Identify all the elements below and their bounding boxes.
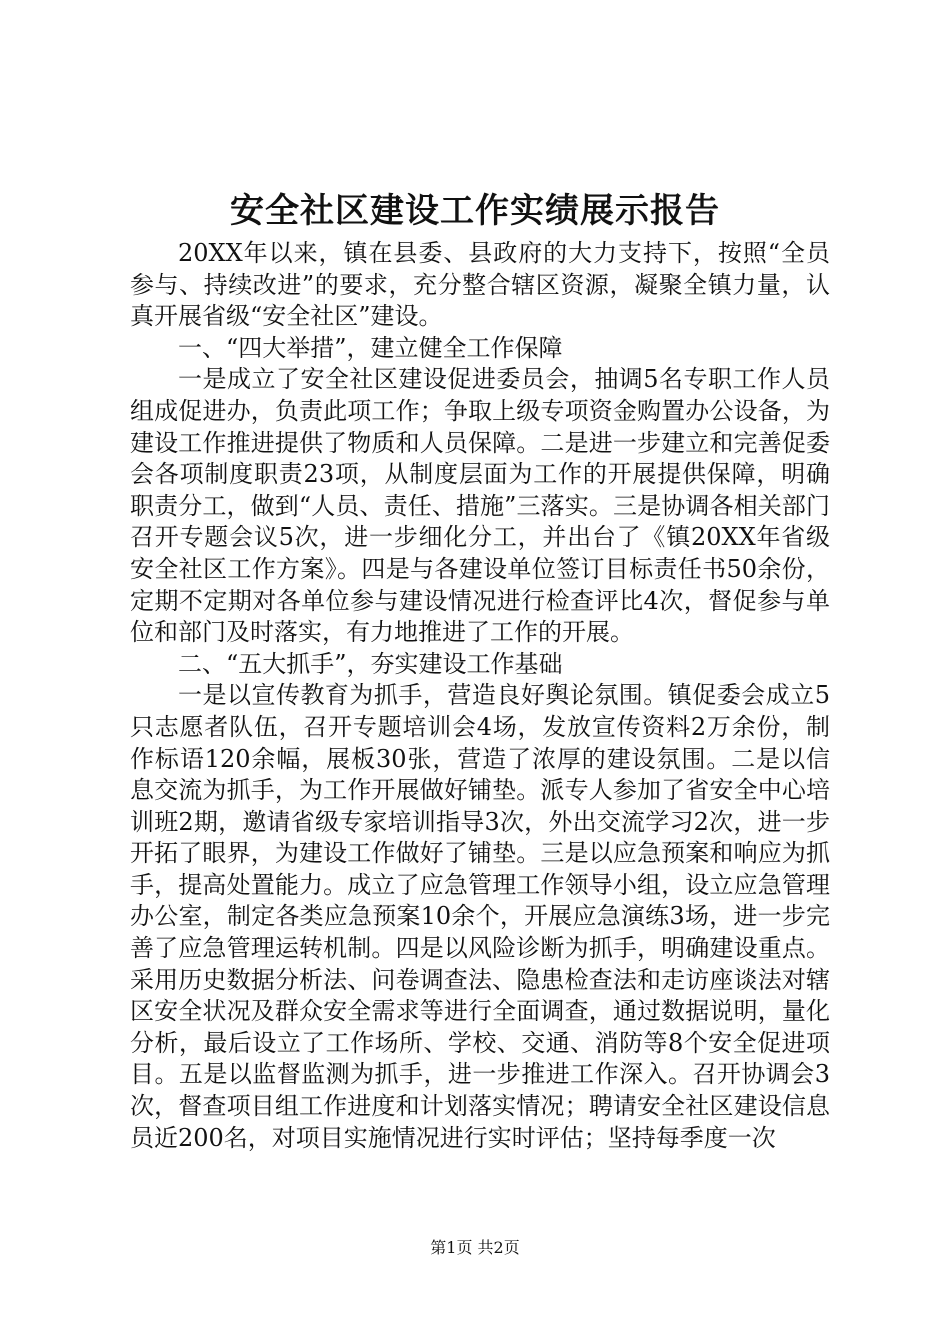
section-2-paragraph: 一是以宣传教育为抓手，营造良好舆论氛围。镇促委会成立5只志愿者队伍，召开专题培训会4场，发放宣传资料2万余份，制作标语120余幅，展板30张，营造了浓厚的建设氛围。二是以信息交流为抓手，为工作开展做好铺垫。派专人参加了省安全中心培训班2期，邀请省级专家培训指导3次，外出交流学习2次，进一步开拓了眼界，为建设工作做好了铺垫。三是以应急预案和响应为抓手，提高处置能力。成立了应急管理工作领导小组，设立应急管理办公室，制定各类应急预案10余个，开展应急演练3场，进一步完善了应急管理运转机制。四是以风险诊断为抓手，明确建设重点。采用历史数据分析法、问卷调查法、隐患检查法和走访座谈法对辖区安全状况及群众安全需求等进行全面调查，通过数据说明，量化分析，最后设立了工作场所、学校、交通、消防等8个安全促进项目。五是以监督监测为抓手，进一步推进工作深入。召开协调会3次，督查项目组工作进度和计划落实情况；聘请安全社区建设信息员近200名，对项目实施情况进行实时评估；坚持每季度一次 [130,681,830,1152]
section-1-heading: 一、“四大举措”，建立健全工作保障 [178,333,563,362]
document-title: 安全社区建设工作实绩展示报告 [230,191,720,231]
intro-paragraph: 20XX年以来，镇在县委、县政府的大力支持下，按照“全员参与、持续改进”的要求，充分整合辖区资源，凝聚全镇力量，认真开展省级“安全社区”建设。 [130,239,830,331]
page-footer: 第1页 共2页 [430,1238,520,1257]
section-2-heading: 二、“五大抓手”，夯实建设工作基础 [178,649,563,678]
document-body [130,238,830,1154]
section-1-paragraph: 一是成立了安全社区建设促进委员会，抽调5名专职工作人员组成促进办，负责此项工作；争取上级专项资金购置办公设备，为建设工作推进提供了物质和人员保障。二是进一步建立和完善促委会各项制度职责23项，从制度层面为工作的开展提供保障，明确职责分工，做到“人员、责任、措施”三落实。三是协调各相关部门召开专题会议5次，进一步细化分工，并出台了《镇20XX年省级安全社区工作方案》。四是与各建设单位签订目标责任书50余份，定期不定期对各单位参与建设情况进行检查评比4次，督促参与单位和部门及时落实，有力地推进了工作的开展。 [130,365,830,647]
